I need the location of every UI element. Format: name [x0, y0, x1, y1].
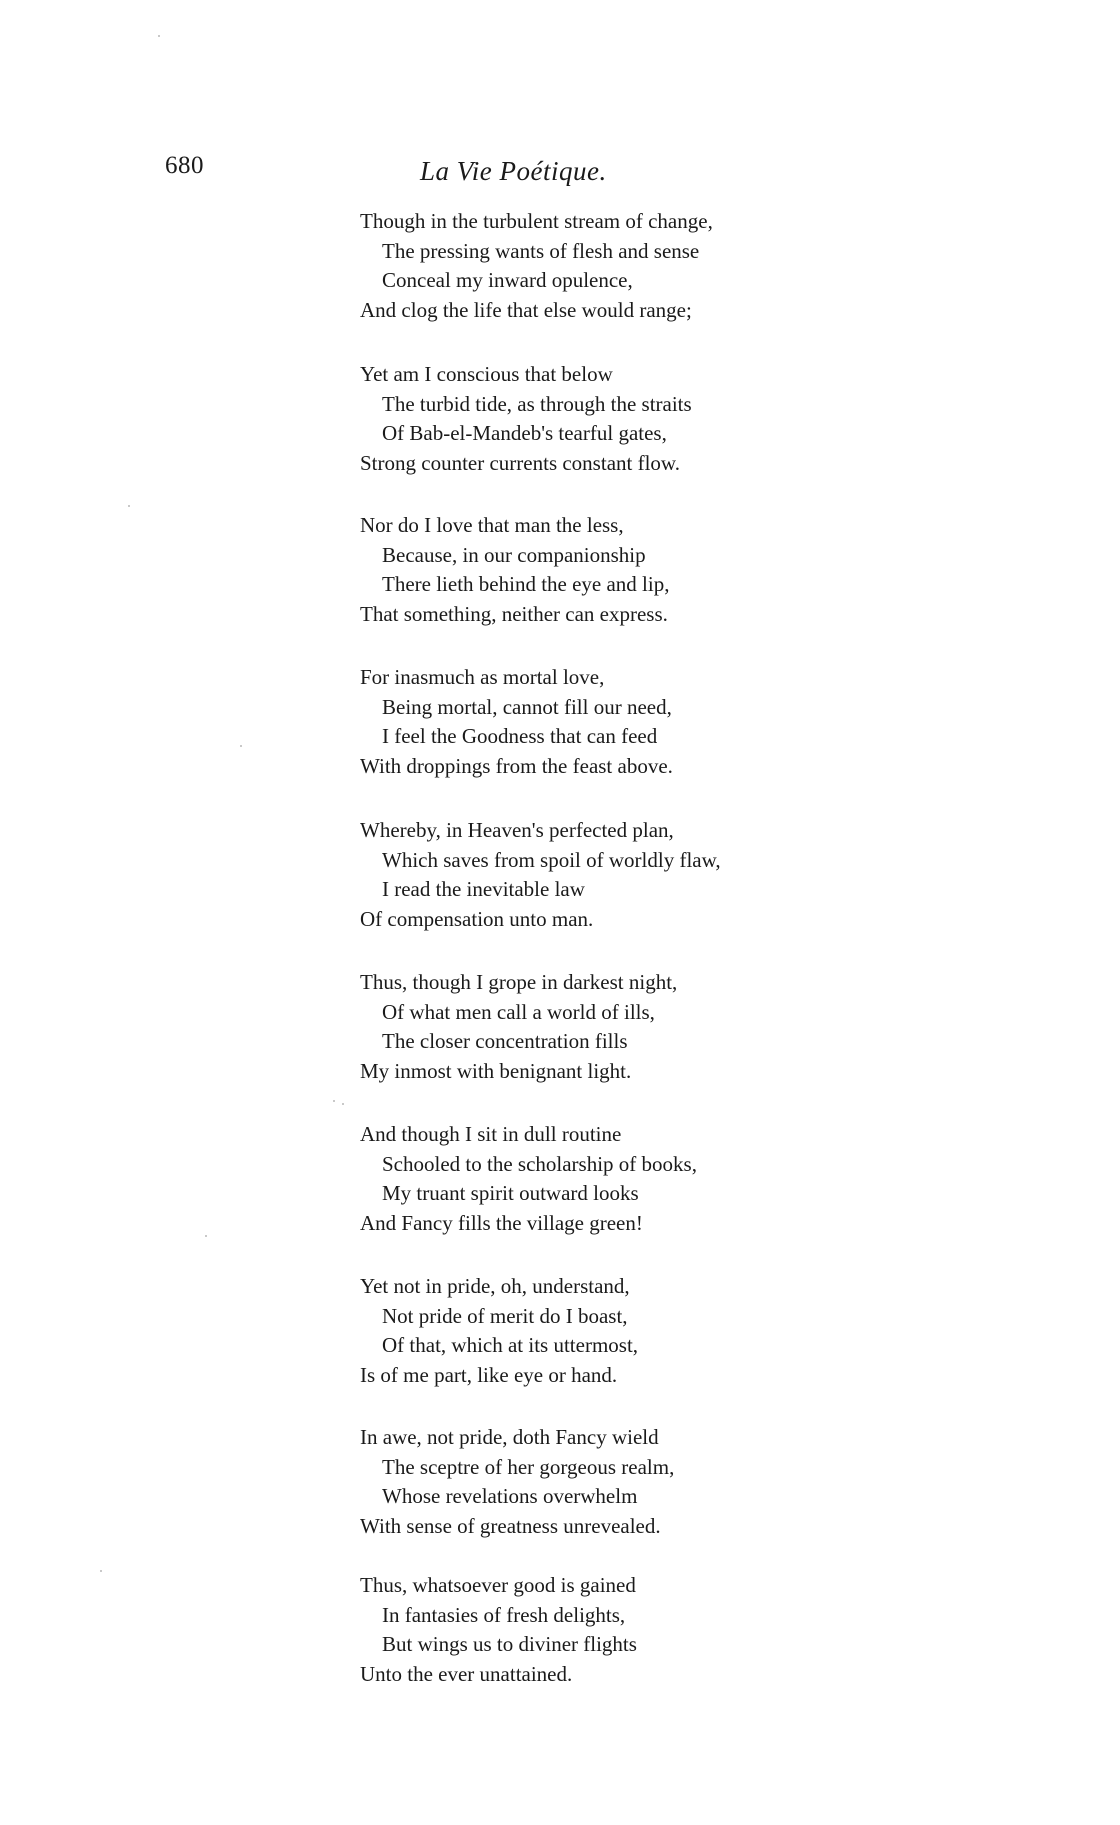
scan-speck [205, 1235, 207, 1237]
stanza [360, 1571, 920, 1690]
poem-line: And clog the life that else would range; [360, 298, 692, 323]
poem-line: The turbid tide, as through the straits [382, 391, 692, 416]
poem-line: The pressing wants of flesh and sense [382, 238, 700, 263]
poem-line: My truant spirit outward looks [382, 1181, 639, 1206]
poem-line: Whereby, in Heaven's perfected plan, [360, 818, 674, 842]
poem-line: In awe, not pride, doth Fancy wield [360, 1425, 659, 1449]
poem-line: Of that, which at its uttermost, [382, 1333, 639, 1358]
poem-line: Unto the ever unattained. [360, 1662, 573, 1687]
scan-speck [333, 1100, 335, 1102]
poem-line: There lieth behind the eye and lip, [382, 572, 670, 597]
poem-line: With droppings from the feast above. [360, 754, 673, 779]
scan-speck [128, 505, 130, 507]
poem-line: Which saves from spoil of worldly flaw, [382, 847, 721, 872]
poem-line: Conceal my inward opulence, [382, 268, 633, 293]
poem-line: Nor do I love that man the less, [360, 513, 624, 537]
poem-line: The closer concentration fills [382, 1029, 628, 1054]
poem-line: Because, in our companionship [382, 542, 646, 567]
poem-line: Of Bab-el-Mandeb's tearful gates, [382, 421, 667, 446]
scan-speck [158, 35, 160, 37]
poem-line: That something, neither can express. [360, 602, 668, 627]
poem-line: My inmost with benignant light. [360, 1059, 632, 1084]
page-number: 680 [165, 152, 204, 179]
poem-line: And Fancy fills the village green! [360, 1211, 643, 1236]
poem-line: Yet not in pride, oh, understand, [360, 1274, 630, 1298]
poem-line: Whose revelations overwhelm [382, 1484, 638, 1509]
poem-line: In fantasies of fresh delights, [382, 1602, 626, 1627]
stanza [360, 663, 920, 782]
scan-speck [240, 745, 242, 747]
stanza [360, 1272, 920, 1391]
poem-line: Schooled to the scholarship of books, [382, 1151, 697, 1176]
stanza [360, 1120, 920, 1239]
poem-line: Strong counter currents constant flow. [360, 451, 680, 476]
stanza [360, 207, 920, 326]
scan-speck [342, 1103, 344, 1105]
stanza [360, 968, 920, 1087]
poem-line: Of compensation unto man. [360, 907, 594, 932]
poem-line: Thus, though I grope in darkest night, [360, 970, 678, 994]
poem-line: Being mortal, cannot fill our need, [382, 694, 672, 719]
poem-line: Thus, whatsoever good is gained [360, 1573, 636, 1597]
poem-line: With sense of greatness unrevealed. [360, 1514, 661, 1539]
poem-line: Though in the turbulent stream of change, [360, 209, 713, 233]
stanza [360, 1423, 920, 1542]
poem-line: I read the inevitable law [382, 877, 585, 902]
poem-line: Of what men call a world of ills, [382, 999, 655, 1024]
poem-line: Not pride of merit do I boast, [382, 1303, 628, 1328]
poem-line: Is of me part, like eye or hand. [360, 1363, 618, 1388]
poem-line: And though I sit in dull routine [360, 1122, 622, 1146]
stanza [360, 360, 920, 479]
poem-line: The sceptre of her gorgeous realm, [382, 1454, 675, 1479]
poem-line: But wings us to diviner flights [382, 1632, 637, 1657]
scan-speck [100, 1570, 102, 1572]
stanza [360, 511, 920, 630]
poem-line: Yet am I conscious that below [360, 362, 613, 386]
poem-line: I feel the Goodness that can feed [382, 724, 658, 749]
running-title: La Vie Poétique. [420, 156, 607, 186]
poem-line: For inasmuch as mortal love, [360, 665, 605, 689]
stanza [360, 816, 920, 935]
